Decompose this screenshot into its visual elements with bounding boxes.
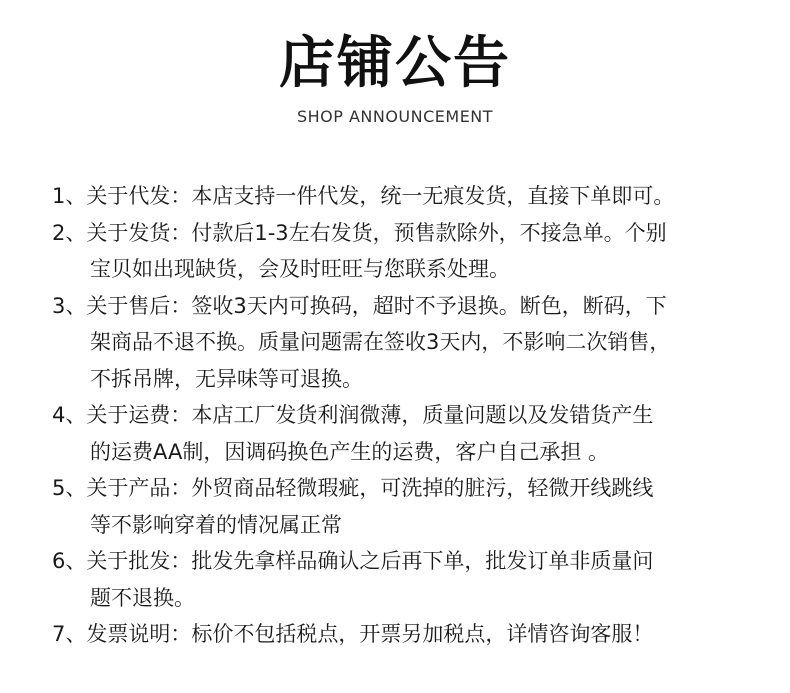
- page-title: 店铺公告: [279, 31, 511, 96]
- notice-item-wholesale: [52, 543, 752, 616]
- notice-line: 6、关于批发：批发先拿样品确认之后再下单，批发订单非质量问: [52, 549, 654, 573]
- notice-line: 7、发票说明：标价不包括税点，开票另加税点，详情咨询客服！: [52, 622, 654, 646]
- notice-line: 等不影响穿着的情况属正常: [90, 512, 342, 537]
- notice-line: 不拆吊牌，无异味等可退换。: [90, 366, 363, 391]
- notice-line: 4、关于运费：本店工厂发货利润微薄，质量问题以及发错货产生: [52, 403, 654, 427]
- notice-line: 2、关于发货：付款后1-3左右发货，预售款除外，不接急单。个别: [52, 220, 667, 245]
- notice-line: 3、关于售后：签收3天内可换码，超时不予退换。断色，断码，下: [52, 293, 667, 318]
- notice-line: 宝贝如出现缺货，会及时旺旺与您联系处理。: [90, 257, 510, 281]
- notice-item-freight: [52, 397, 752, 470]
- notice-line: 题不退换。: [90, 585, 195, 610]
- notice-line: 5、关于产品：外贸商品轻微瑕疵，可洗掉的脏污，轻微开线跳线: [52, 476, 654, 500]
- notice-line: 架商品不退不换。质量问题需在签收3天内，不影响二次销售，: [90, 330, 671, 354]
- notice-item-shipping: [52, 215, 752, 288]
- notice-item-invoice: [52, 616, 752, 653]
- notice-list: [52, 178, 752, 653]
- notice-item-after-sales: [52, 288, 752, 398]
- page-subtitle: SHOP ANNOUNCEMENT: [296, 107, 494, 126]
- notice-line: 的运费AA制，因调码换色产生的运费，客户自己承担 。: [90, 439, 609, 464]
- notice-line: 1、关于代发：本店支持一件代发，统一无痕发货，直接下单即可。: [52, 184, 675, 208]
- notice-item-product: [52, 470, 752, 543]
- notice-item-delivery-agent: [52, 178, 752, 215]
